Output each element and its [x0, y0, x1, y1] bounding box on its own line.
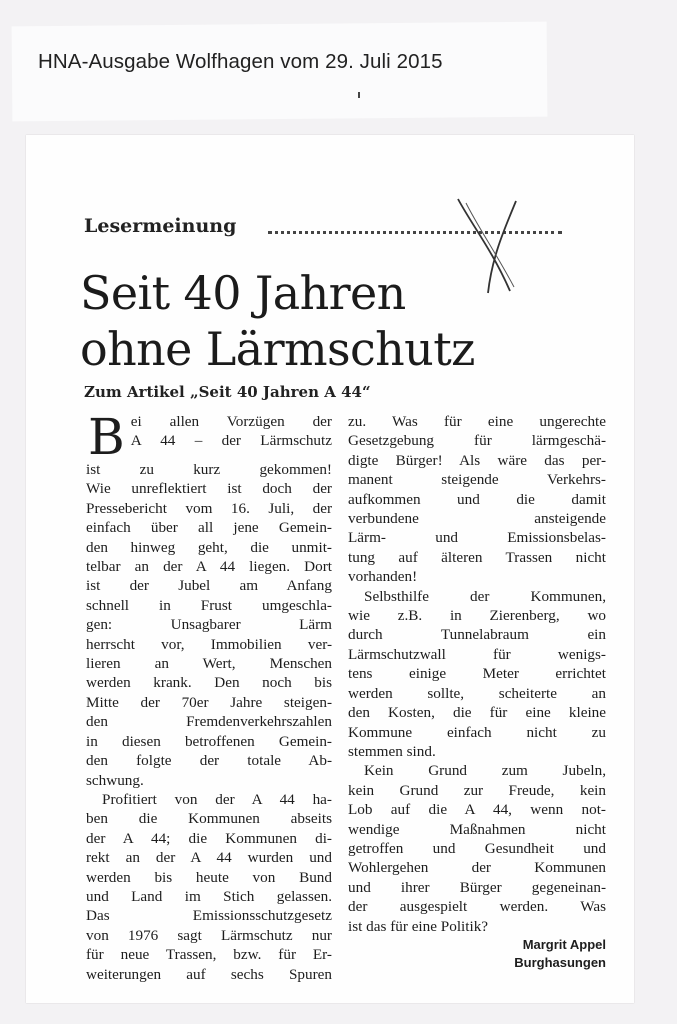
- text-line: für neue Trassen, bzw. für Er-: [86, 946, 332, 964]
- text-line: den Fremdenverkehrszahlen: [86, 713, 332, 731]
- text-line: schnell in Frust umgeschla-: [86, 596, 332, 614]
- text-line: A 44 – der Lärmschutz: [130, 432, 332, 450]
- text-line: Mitte der 70er Jahre steigen-: [86, 693, 332, 711]
- text-line: Wohlergehen der Kommunen: [348, 859, 606, 877]
- text-line: lieren an Wert, Menschen: [86, 655, 332, 673]
- text-line: getroffen und Gesundheit und: [348, 839, 606, 857]
- text-line: telbar an der A 44 liegen. Dort: [86, 558, 332, 576]
- text-line: werden bis heute von Bund: [86, 868, 332, 886]
- text-line: Lärmschutzwall für wenigs-: [348, 645, 606, 663]
- text-line: zu. Was für eine ungerechte: [348, 413, 606, 430]
- text-line: der A 44; die Kommunen di-: [86, 829, 332, 847]
- text-line: ist das für eine Politik?: [348, 917, 489, 935]
- pen-tick-mark: [358, 92, 360, 98]
- author-place: Burghasungen: [514, 954, 606, 970]
- text-line: Lob auf die A 44, wenn not-: [348, 801, 606, 819]
- text-line: schwung.: [86, 771, 144, 789]
- text-line: Selbsthilfe der Kommunen,: [364, 587, 606, 605]
- text-line: tung auf älteren Trassen nicht: [348, 548, 606, 566]
- text-line: manent steigende Verkehrs-: [348, 471, 606, 489]
- text-line: durch Tunnelabraum ein: [348, 626, 606, 644]
- text-line: vorhanden!: [348, 568, 418, 586]
- text-line: ist der Jubel am Anfang: [86, 577, 332, 595]
- subheadline: Zum Artikel „Seit 40 Jahren A 44“: [84, 383, 371, 401]
- text-line: wendige Maßnahmen nicht: [348, 820, 606, 838]
- text-line: werden krank. Den noch bis: [86, 674, 332, 692]
- text-line: werden sollte, scheiterte an: [348, 684, 606, 702]
- text-line: herrscht vor, Immobilien ver-: [86, 635, 332, 653]
- drop-cap: B: [88, 408, 125, 466]
- text-line: Wie unreflektiert ist doch der: [86, 480, 332, 498]
- text-line: Gesetzgebung für lärmgeschä-: [348, 432, 606, 450]
- text-column-1: [86, 408, 332, 984]
- text-line: ei allen Vorzügen der: [130, 413, 332, 430]
- text-column-2: [348, 412, 606, 972]
- text-line: den folgte der totale Ab-: [86, 752, 332, 770]
- text-line: stemmen sind.: [348, 742, 436, 760]
- text-line: in diesen betroffenen Gemein-: [86, 732, 332, 750]
- text-line: den hinweg geht, die unmit-: [86, 538, 332, 556]
- text-line: tens einige Meter errichtet: [348, 665, 606, 683]
- headline-line-1: Seit 40 Jahren: [80, 266, 406, 320]
- text-line: der ausgespielt werden. Was: [348, 898, 606, 916]
- text-line: und ihrer Bürger gegeneinan-: [348, 878, 606, 896]
- text-line: Lärm- und Emissionsbelas-: [348, 529, 606, 547]
- text-line: gen: Unsagbarer Lärm: [86, 616, 332, 634]
- text-line: ben die Kommunen abseits: [86, 810, 332, 828]
- text-line: weiterungen auf sechs Spuren: [86, 965, 332, 983]
- text-line: Das Emissionsschutzgesetz: [86, 907, 332, 925]
- text-line: und Land im Stich gelassen.: [86, 887, 332, 905]
- text-line: digte Bürger! Als wäre das per-: [348, 451, 606, 469]
- rubric: Lesermeinung: [84, 215, 237, 237]
- headline-line-2: ohne Lärmschutz: [80, 322, 475, 376]
- author-name: Margrit Appel: [522, 936, 606, 952]
- date-label: HNA-Ausgabe Wolfhagen vom 29. Juli 2015: [38, 50, 443, 73]
- text-line: wie z.B. in Zierenberg, wo: [348, 607, 606, 625]
- newspaper-clipping: [26, 135, 634, 1003]
- text-line: den Kosten, die für eine kleine: [348, 704, 606, 722]
- text-line: Kein Grund zum Jubeln,: [364, 762, 606, 780]
- text-line: Kommune einfach nicht zu: [348, 723, 606, 741]
- text-line: Pressebericht vom 16. Juli, der: [86, 499, 332, 517]
- text-line: einfach über all jene Gemein-: [86, 519, 332, 537]
- text-line: ist zu kurz gekommen!: [86, 461, 332, 478]
- text-line: rekt an der A 44 wurden und: [86, 849, 332, 867]
- text-line: aufkommen und die damit: [348, 490, 606, 508]
- text-line: von 1976 sagt Lärmschutz nur: [86, 926, 332, 944]
- headline: [80, 265, 475, 377]
- text-line: verbundene ansteigende: [348, 510, 606, 528]
- text-line: kein Grund zur Freude, kein: [348, 781, 606, 799]
- text-line: Profitiert von der A 44 ha-: [102, 790, 332, 808]
